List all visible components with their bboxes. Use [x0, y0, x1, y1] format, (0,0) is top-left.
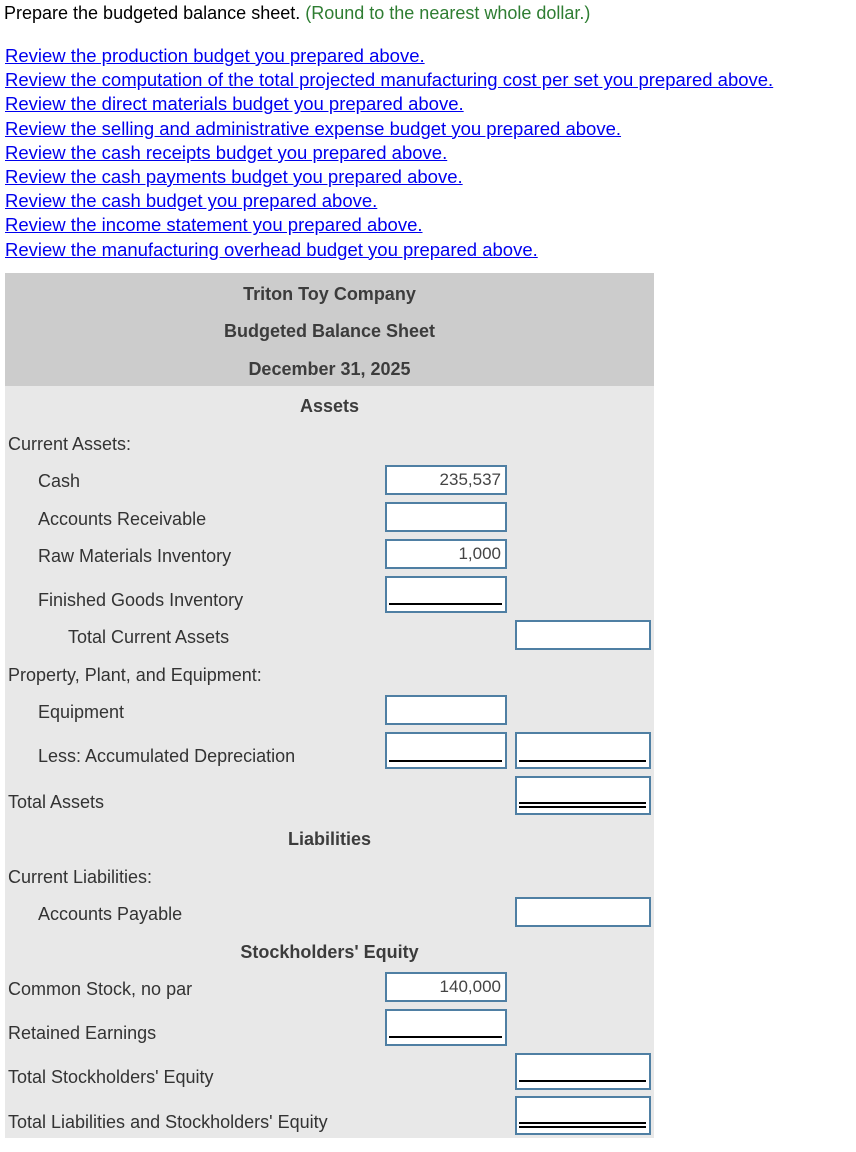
total-equity-label: Total Stockholders' Equity — [8, 1067, 214, 1087]
cash-label: Cash — [38, 471, 81, 491]
link-manufacturing-cost[interactable]: Review the computation of the total projected manufacturing cost per set you prepared above. — [5, 69, 774, 91]
link-manufacturing-overhead-budget[interactable]: Review the manufacturing overhead budget you prepared above. — [5, 238, 538, 260]
review-links — [5, 44, 773, 262]
liabilities-heading: Liabilities — [287, 829, 372, 849]
finished-goods-underline — [389, 603, 502, 605]
common-stock-input[interactable] — [385, 972, 507, 1002]
equity-heading: Stockholders' Equity — [240, 942, 419, 962]
total-liabilities-equity-label: Total Liabilities and Stockholders' Equity — [8, 1112, 328, 1132]
total-assets-double-underline — [519, 802, 646, 808]
instruction-hint: (Round to the nearest whole dollar.) — [305, 3, 591, 23]
net-ppe-input[interactable] — [515, 732, 651, 769]
total-liabilities-equity-input[interactable] — [515, 1096, 651, 1135]
statement-date: December 31, 2025 — [248, 359, 411, 379]
ppe-label: Property, Plant, and Equipment: — [8, 665, 262, 685]
accumulated-depreciation-label: Less: Accumulated Depreciation — [38, 746, 296, 766]
cash-input[interactable] — [385, 465, 507, 495]
accounts-receivable-label: Accounts Receivable — [38, 509, 207, 529]
accounts-receivable-input[interactable] — [385, 502, 507, 532]
net-ppe-underline — [519, 760, 646, 762]
accounts-payable-input[interactable] — [515, 897, 651, 927]
instruction-main: Prepare the budgeted balance sheet. — [4, 3, 306, 23]
retained-earnings-underline — [389, 1036, 502, 1038]
total-current-assets-label: Total Current Assets — [68, 627, 230, 647]
link-direct-materials-budget[interactable]: Review the direct materials budget you prepared above. — [5, 93, 464, 115]
retained-earnings-label: Retained Earnings — [8, 1023, 157, 1043]
total-current-assets-input[interactable] — [515, 620, 651, 650]
total-assets-label: Total Assets — [8, 792, 105, 812]
balance-sheet — [5, 273, 654, 1138]
finished-goods-input[interactable] — [385, 576, 507, 613]
link-cash-receipts-budget[interactable]: Review the cash receipts budget you prepared above. — [5, 141, 448, 163]
current-liabilities-label: Current Liabilities: — [8, 867, 153, 887]
accumulated-depreciation-underline — [389, 760, 502, 762]
link-income-statement[interactable]: Review the income statement you prepared above. — [5, 214, 423, 236]
link-cash-payments-budget[interactable]: Review the cash payments budget you prepared above. — [5, 166, 463, 188]
raw-materials-label: Raw Materials Inventory — [38, 546, 232, 566]
equipment-label: Equipment — [38, 702, 125, 722]
retained-earnings-input[interactable] — [385, 1009, 507, 1046]
company-name: Triton Toy Company — [243, 284, 416, 304]
instruction-text — [4, 3, 590, 24]
raw-materials-input[interactable] — [385, 539, 507, 569]
assets-heading: Assets — [299, 396, 360, 416]
accumulated-depreciation-input[interactable] — [385, 732, 507, 769]
statement-title: Budgeted Balance Sheet — [223, 321, 436, 341]
finished-goods-label: Finished Goods Inventory — [38, 590, 244, 610]
common-stock-label: Common Stock, no par — [8, 979, 193, 999]
accounts-payable-label: Accounts Payable — [38, 904, 183, 924]
link-production-budget[interactable]: Review the production budget you prepared above. — [5, 45, 425, 66]
total-equity-underline — [519, 1080, 646, 1082]
equipment-input[interactable] — [385, 695, 507, 725]
link-cash-budget[interactable]: Review the cash budget you prepared above. — [5, 190, 378, 212]
link-selling-admin-budget[interactable]: Review the selling and administrative expense budget you prepared above. — [5, 117, 622, 139]
total-liabilities-equity-double-underline — [519, 1122, 646, 1128]
current-assets-label: Current Assets: — [8, 434, 132, 454]
total-assets-input[interactable] — [515, 776, 651, 815]
total-equity-input[interactable] — [515, 1053, 651, 1090]
